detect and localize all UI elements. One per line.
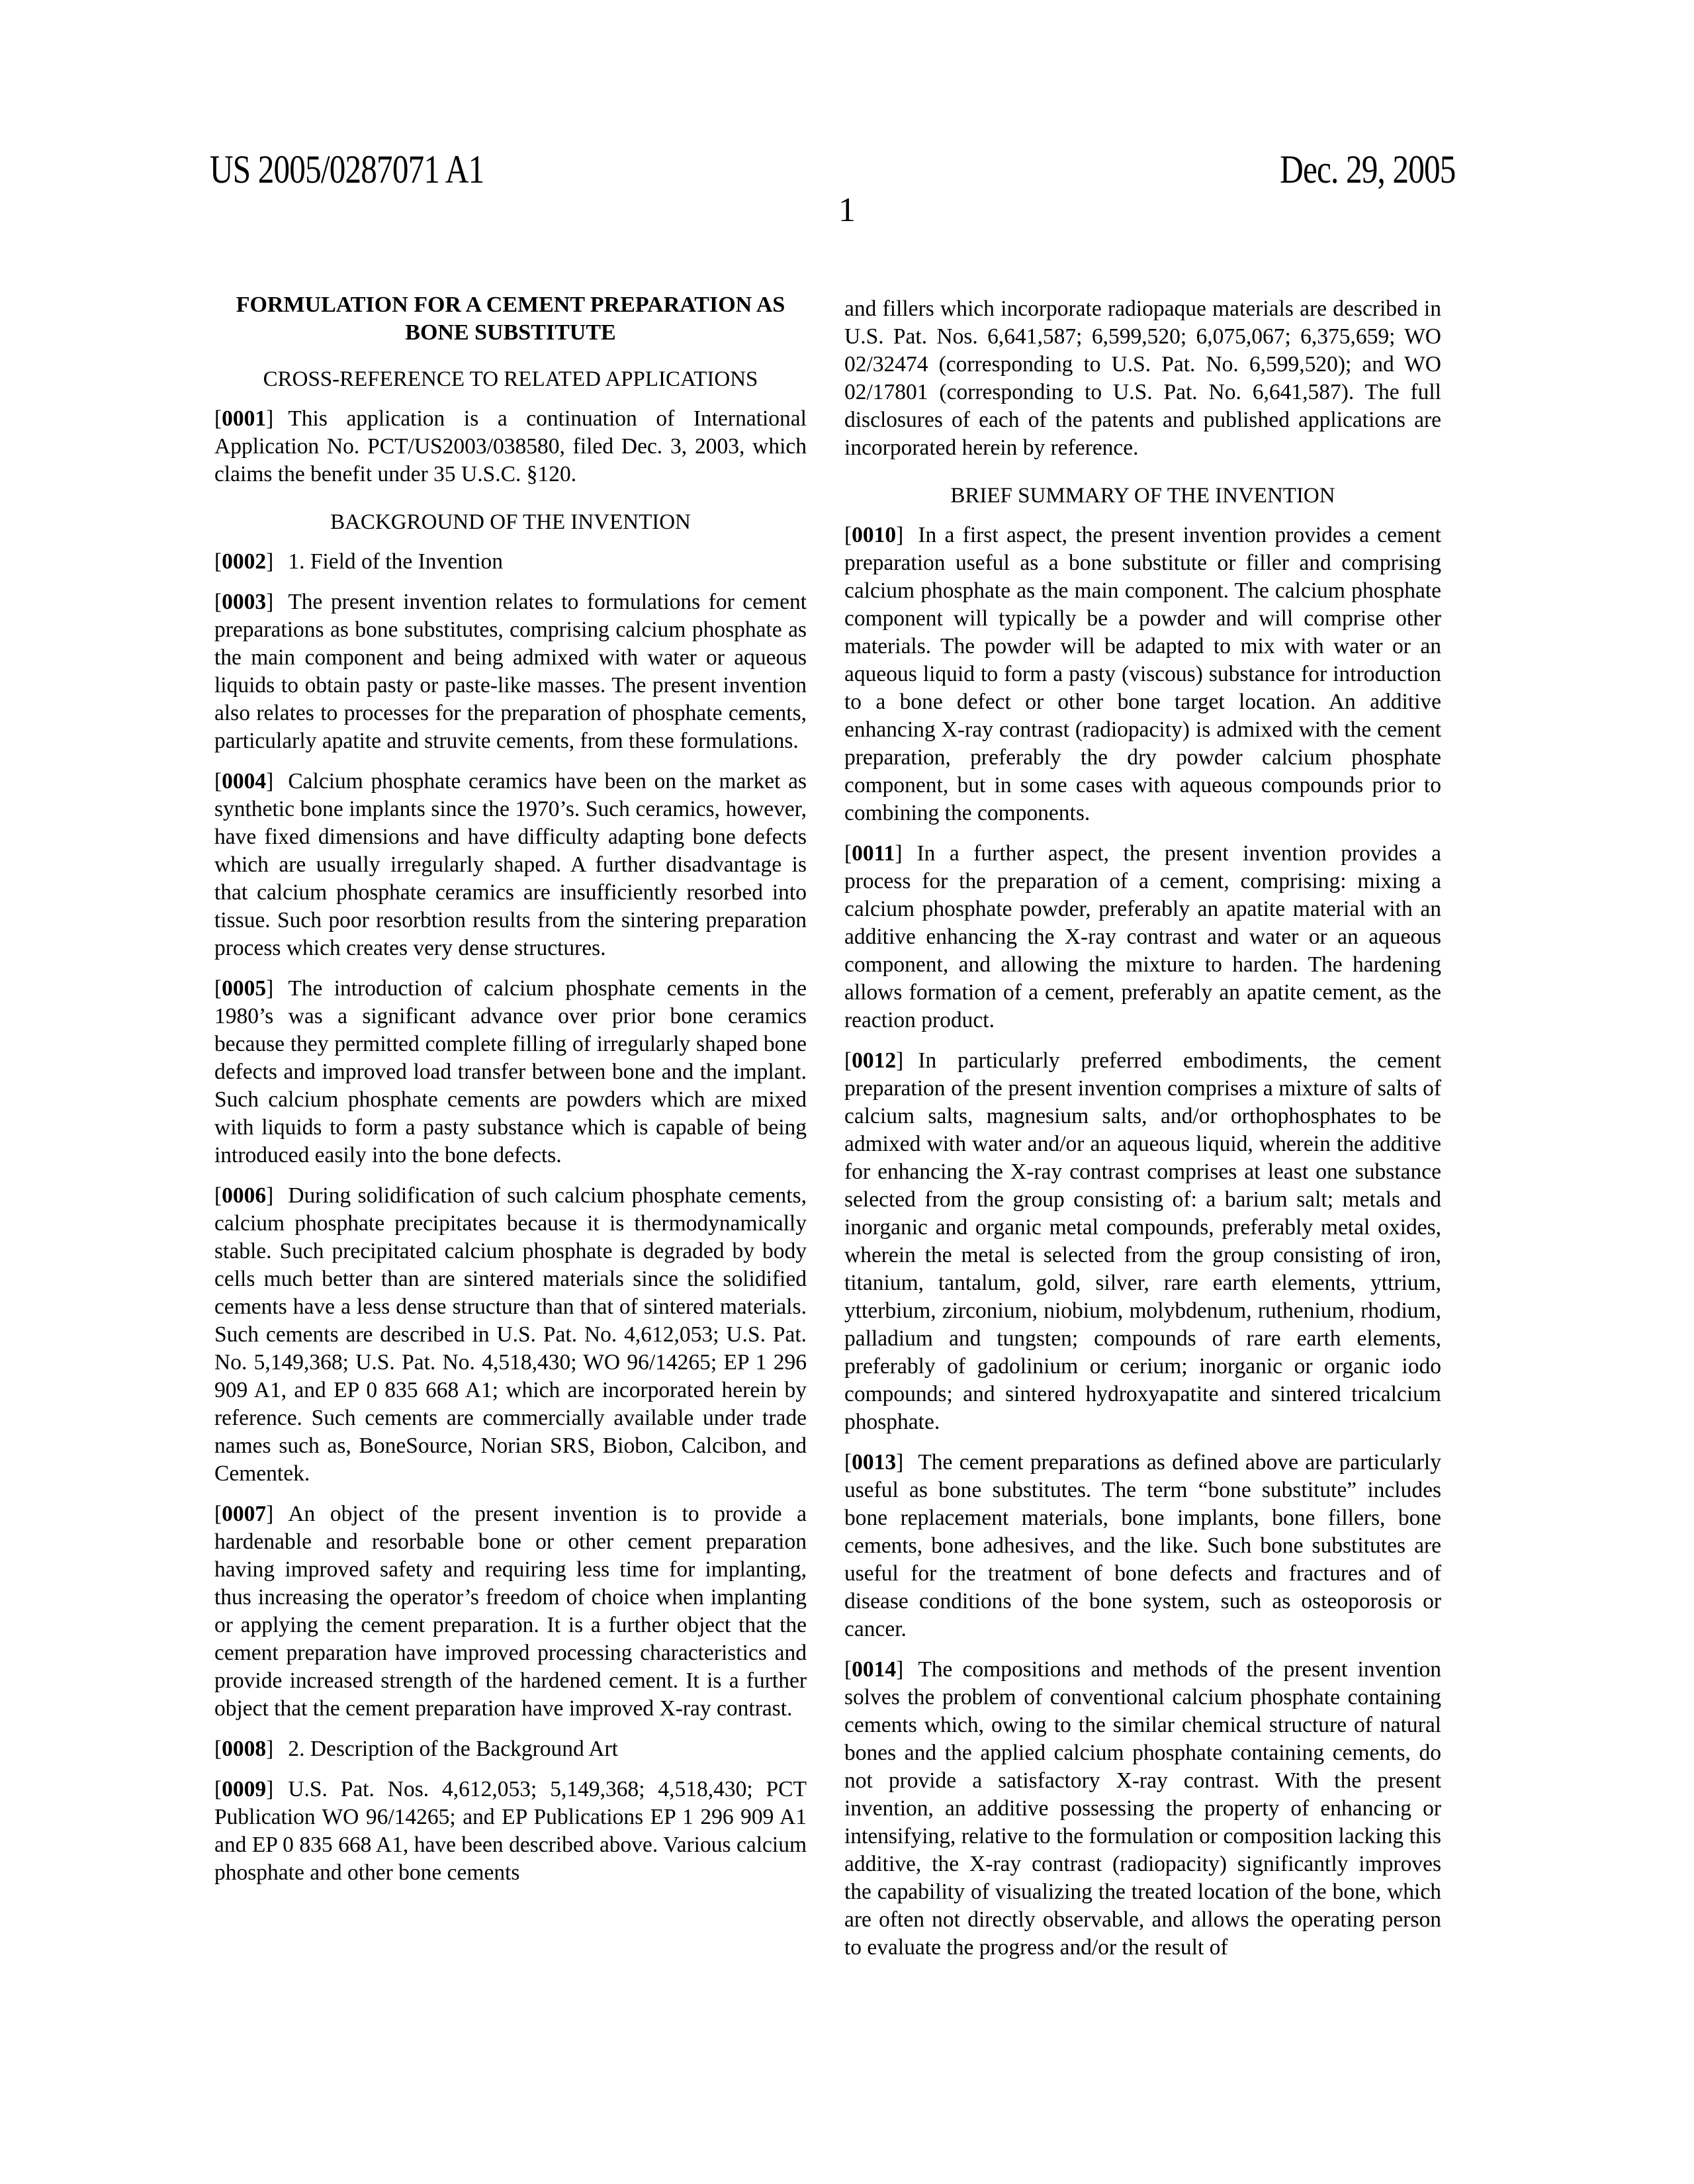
paragraph-0011: [0011] In a further aspect, the present invention provides a process for the preparation of a cement, comprising: mixing a calcium phosphate powder, preferably an apatite material with an additive enhancing the X-ray contrast and water or an aqueous component, and allowing the mixture to harden. The hardening allows formation of a cement, preferably an apatite cement, as the reaction product.	[844, 841, 1441, 1032]
left-column	[214, 291, 807, 1899]
paragraph-0005: [0005] The introduction of calcium phosphate cements in the 1980’s was a significant advance over prior bone ceramics because they permitted complete filling of irregularly shaped bone defects and improved load transfer between bone and the implant. Such calcium phosphate cements are powders which are mixed with liquids to form a pasty substance which is capable of being introduced easily into the bone defects.	[214, 976, 807, 1167]
paragraph-0001: [0001] This application is a continuation of International Application No. PCT/US2003/038580, filed Dec. 3, 2003, which claims the benefit under 35 U.S.C. §120.	[214, 406, 807, 486]
page-number: 1	[838, 191, 856, 229]
paragraph-0004: [0004] Calcium phosphate ceramics have been on the market as synthetic bone implants since the 1970’s. Such ceramics, however, have fixed dimensions and have difficulty adapting bone defects which are usually irregularly shaped. A further disadvantage is that calcium phosphate ceramics are insufficiently resorbed into tissue. Such poor resorbtion results from the sintering preparation process which creates very dense structures.	[214, 769, 807, 960]
paragraph-0009: [0009] U.S. Pat. Nos. 4,612,053; 5,149,368; 4,518,430; PCT Publication WO 96/14265; and EP Publications EP 1 296 909 A1 and EP 0 835 668 A1, have been described above. Various calcium phosphate and other bone cements	[214, 1777, 807, 1885]
paragraph-0003: [0003] The present invention relates to formulations for cement preparations as bone substitutes, comprising calcium phosphate as the main component and being admixed with water or aqueous liquids to obtain pasty or paste-like masses. The present invention also relates to processes for the preparation of phosphate cements, particularly apatite and struvite cements, from these formulations.	[214, 590, 807, 753]
paragraph-0006: [0006] During solidification of such calcium phosphate cements, calcium phosphate precipitates because it is thermodynamically stable. Such precipitated calcium phosphate is degraded by body cells much better than are sintered materials since the solidified cements have a less dense structure than that of sintered materials. Such cements are described in U.S. Pat. No. 4,612,053; U.S. Pat. No. 5,149,368; U.S. Pat. No. 4,518,430; WO 96/14265; EP 1 296 909 A1, and EP 0 835 668 A1; which are incorporated herein by reference. Such cements are commercially available under trade names such as, BoneSource, Norian SRS, Biobon, Calcibon, and Cementek.	[214, 1183, 807, 1486]
paragraph-0012: [0012] In particularly preferred embodiments, the cement preparation of the present invention comprises a mixture of salts of calcium salts, magnesium salts, and/or orthophosphates to be admixed with water and/or an aqueous liquid, wherein the additive for enhancing the X-ray contrast comprises at least one substance selected from the group consisting of: a barium salt; metals and inorganic and organic metal compounds, preferably metal oxides, wherein the metal is selected from the group consisting of iron, titanium, tantalum, gold, silver, rare earth elements, yttrium, ytterbium, zirconium, niobium, molybdenum, ruthenium, rhodium, palladium and tungsten; compounds of rare earth elements, preferably of gadolinium or cerium; inorganic or organic iodo compounds; and sintered hydroxyapatite and sintered tricalcium phosphate.	[844, 1048, 1441, 1434]
right-column	[844, 295, 1441, 1974]
paragraph-0008: [0008] 2. Description of the Background Art	[214, 1737, 618, 1761]
section-heading-background: BACKGROUND OF THE INVENTION	[330, 510, 691, 534]
section-heading-brief-summary: BRIEF SUMMARY OF THE INVENTION	[950, 484, 1335, 508]
paragraph-continuation: and fillers which incorporate radiopaque materials are described in U.S. Pat. Nos. 6,641,587; 6,599,520; 6,075,067; 6,375,659; WO 02/32474 (corresponding to U.S. Pat. No. 6,599,520); and WO 02/17801 (corresponding to U.S. Pat. No. 6,641,587). The full disclosures of each of the patents and published applications are incorporated herein by reference.	[844, 296, 1441, 460]
paragraph-0014: [0014] The compositions and methods of the present invention solves the problem of conventional calcium phosphate containing cements which, owing to the similar chemical structure of natural bones and the applied calcium phosphate containing cements, do not provide a satisfactory X-ray contrast. With the present invention, an additive possessing the property of enhancing or intensifying, relative to the formulation or composition lacking this additive, the X-ray contrast (radiopacity) significantly improves the capability of visualizing the treated location of the bone, which are often not directly observable, and allows the operating person to evaluate the progress and/or the result of	[844, 1657, 1441, 1960]
paragraph-0007: [0007] An object of the present invention is to provide a hardenable and resorbable bone or other cement preparation having improved safety and requiring less time for implanting, thus increasing the operator’s freedom of choice when implanting or applying the cement preparation. It is a further object that the cement preparation have improved processing characteristics and provide increased strength of the hardened cement. It is a further object that the cement preparation have improved X-ray contrast.	[214, 1502, 807, 1721]
paragraph-0010: [0010] In a first aspect, the present invention provides a cement preparation useful as a bone substitute or filler and comprising calcium phosphate as the main component. The calcium phosphate component will typically be a powder and will comprise other materials. The powder will be adapted to mix with water or an aqueous liquid to form a pasty (viscous) substance for introduction to a bone defect or other bone target location. An additive enhancing X-ray contrast (radiopacity) is admixed with the cement preparation, preferably the dry powder calcium phosphate component, but in some cases with aqueous compounds prior to combining the components.	[844, 523, 1441, 825]
paragraph-0013: [0013] The cement preparations as defined above are particularly useful as bone substitutes. The term “bone substitute” includes bone replacement materials, bone implants, bone fillers, bone cements, bone adhesives, and the like. Such bone substitutes are useful for the treatment of bone defects and fractures and of disease conditions of the bone system, such as osteoporosis or cancer.	[844, 1450, 1441, 1641]
patent-title: FORMULATION FOR A CEMENT PREPARATION AS BONE SUBSTITUTE	[236, 293, 785, 345]
section-heading-cross-reference: CROSS-REFERENCE TO RELATED APPLICATIONS	[263, 367, 758, 391]
publication-date: Dec. 29, 2005	[1280, 148, 1456, 191]
paragraph-0002: [0002] 1. Field of the Invention	[214, 549, 504, 574]
publication-number: US 2005/0287071 A1	[210, 148, 484, 191]
